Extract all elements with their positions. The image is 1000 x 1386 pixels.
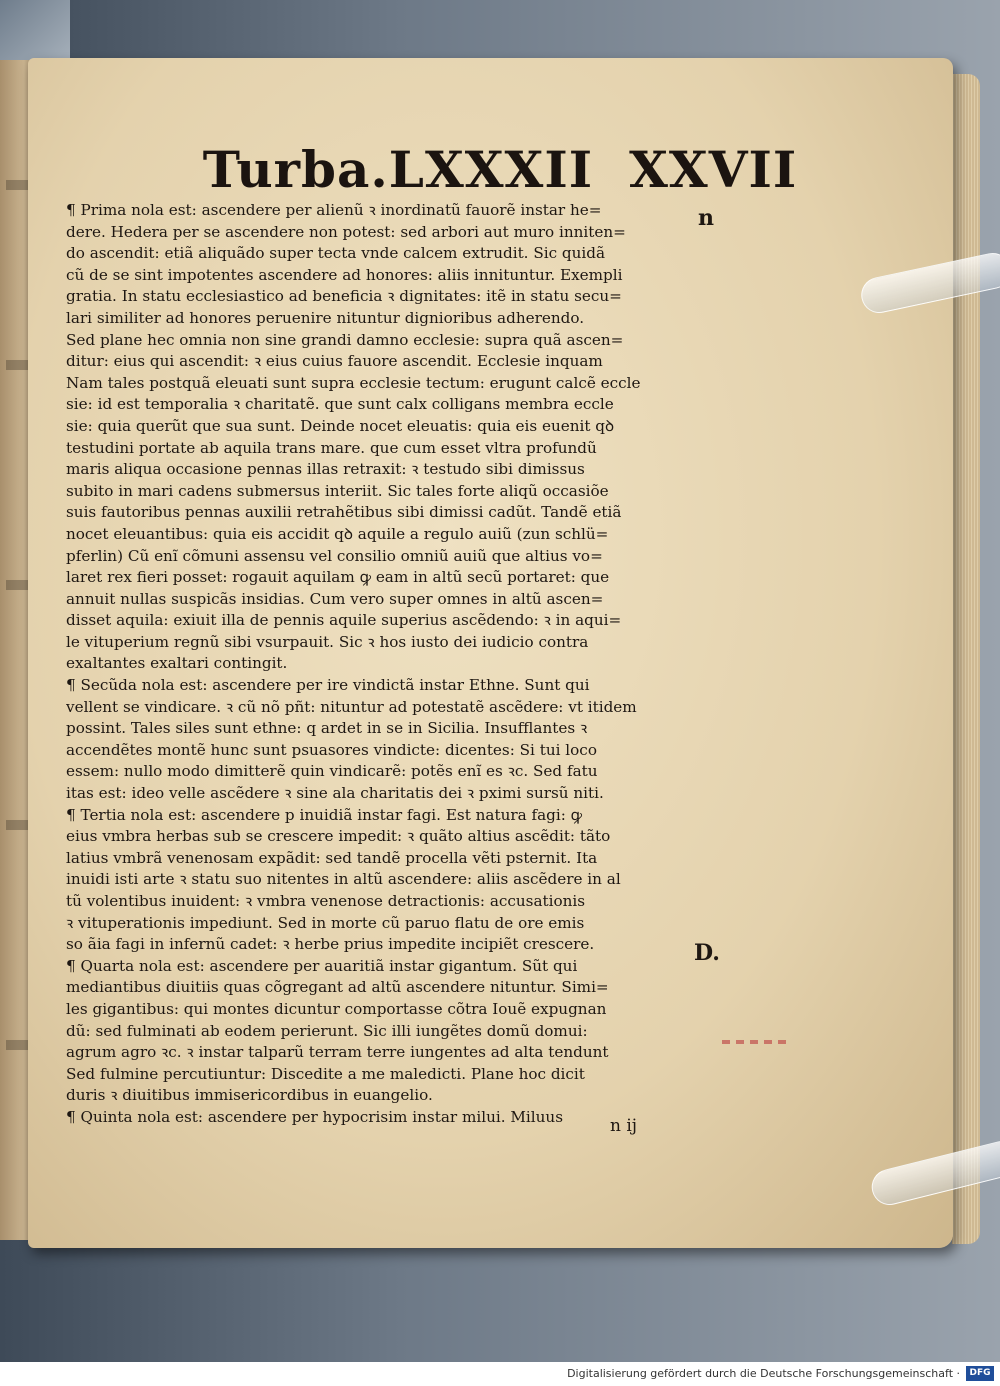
running-head-title: Turba.LXXXII [202,140,594,199]
text-line: testudini portate ab aquila trans mare. que cum esset vltra profundũ [66,438,597,457]
text-line: gratia. In statu ecclesiastico ad beneficia ꝛ dignitates: itẽ in statu secu= [66,287,622,306]
running-head-folio: XXVII [629,140,798,199]
text-line: Nam tales postquã eleuati sunt supra ecclesie tectum: erugunt calcẽ eccle [66,373,641,392]
text-line: cũ de se sint impotentes ascendere ad honores: aliis innituntur. Exempli [66,265,623,284]
text-line: dere. Hedera per se ascendere non potest: sed arbori aut muro inniten= [66,222,626,241]
text-line: ¶ Quarta nola est: ascendere per auaritiã instar gigantum. Sũt qui [66,956,578,975]
text-line: inuidi isti arte ꝛ statu suo nitentes in altũ ascendere: aliis ascẽdere in al [66,870,621,889]
funding-credit: Digitalisierung gefördert durch die Deutsche Forschungsgemeinschaft · [567,1367,960,1380]
text-line: ¶ Prima nola est: ascendere per alienũ ꝛ inordinatũ fauorẽ instar he= [66,201,602,219]
text-line: exaltantes exaltari contingit. [66,654,288,673]
text-line: Sed plane hec omnia non sine grandi damno ecclesie: supra quã ascen= [66,330,624,349]
red-annotation-mark [722,1040,792,1050]
text-line: maris aliqua occasione pennas illas retraxit: ꝛ testudo sibi dimissus [66,460,585,479]
text-line: suis fautoribus pennas auxilii retrahẽtibus sibi dimissi cadũt. Tandẽ etiã [66,503,622,522]
page-stack-edge [952,74,980,1244]
running-head [0,140,1000,199]
signature-mark: n ij [610,1116,638,1136]
text-line: eius vmbra herbas sub se crescere impedit: ꝛ quãto altius ascẽdit: tãto [66,827,611,846]
text-line: ditur: eius qui ascendit: ꝛ eius cuius fauore ascendit. Ecclesie inquam [66,352,603,371]
text-line: mediantibus diuitiis quas cõgregant ad altũ ascendere nituntur. Simi= [66,978,609,997]
text-line: accendẽtes montẽ hunc sunt psuasores vindicte: dicentes: Si tui loco [66,740,597,759]
margin-note-middle: D. [694,940,720,966]
text-line: annuit nullas suspicãs insidias. Cum vero super omnes in altũ ascen= [66,589,604,608]
footer-bar [0,1362,1000,1386]
text-line: les gigantibus: qui montes dicuntur comportasse cõtra Iouẽ expugnan [66,999,607,1018]
text-line: sie: quia querũt que sua sunt. Deinde nocet eleuatis: quia eis euenit qꝺ [66,416,615,435]
text-line: duris ꝛ diuitibus immisericordibus in euangelio. [66,1086,433,1105]
text-line: ¶ Quinta nola est: ascendere per hypocrisim instar milui. Miluus [66,1107,563,1126]
text-line: so ãia fagi in infernũ cadet: ꝛ herbe prius impedite incipiẽt crescere. [66,935,595,954]
text-line: tũ volentibus inuident: ꝛ vmbra venenose detractionis: accusationis [66,892,586,910]
text-line: lari similiter ad honores peruenire nituntur dignioribus adherendo. [66,308,585,327]
margin-note-top: n [698,205,714,231]
dfg-logo: DFG [966,1366,994,1381]
text-line: nocet eleuantibus: quia eis accidit qꝺ aquile a regulo auiũ (zun schlü= [66,524,609,543]
text-line: Sed fulmine percutiuntur: Discedite a me maledicti. Plane hoc dicit [66,1064,585,1083]
text-line: le vituperium regnũ sibi vsurpauit. Sic ꝛ hos iusto dei iudicio contra [66,632,589,651]
text-line: essem: nullo modo dimitterẽ quin vindicarẽ: potẽs enĩ es ꝛc. Sed fatu [66,762,598,781]
text-line: dũ: sed fulminati ab eodem perierunt. Sic illi iungẽtes domũ domui: [66,1021,588,1040]
text-line: sie: id est temporalia ꝛ charitatẽ. que sunt calx colligans membra eccle [66,395,614,414]
text-line: ¶ Tertia nola est: ascendere p inuidiã instar fagi. Est natura fagi: ꝙ [66,805,583,824]
text-line: pferlin) Cũ enĩ cõmuni assensu vel consilio omniũ auiũ que altius vo= [66,546,603,565]
text-line: latius vmbrã venenosam expãdit: sed tandẽ procella vẽti psternit. Ita [66,848,598,867]
text-line: do ascendit: etiã aliquãdo super tecta vnde calcem extrudit. Sic quidã [66,244,606,263]
text-line: subito in mari cadens submersus interiit. Sic tales forte aliqũ occasiõe [66,481,609,500]
text-line: possint. Tales siles sunt ethne: q ardet in se in Sicilia. Insufflantes ꝛ [66,719,588,738]
text-line: itas est: ideo velle ascẽdere ꝛ sine ala charitatis dei ꝛ pximi sursũ niti. [66,784,604,803]
text-line: ¶ Secũda nola est: ascendere per ire vindictã instar Ethne. Sunt qui [66,676,590,695]
text-line: agrum agro ꝛc. ꝛ instar talparũ terram terre iungentes ad alta tendunt [66,1043,609,1062]
text-line: disset aquila: exiuit illa de pennis aquile superius ascẽdendo: ꝛ in aqui= [66,611,622,630]
text-line: ꝛ vituperationis impediunt. Sed in morte cũ paruo flatu de ore emis [66,913,585,932]
body-text [66,200,692,1129]
text-line: vellent se vindicare. ꝛ cũ nõ pñt: nituntur ad potestatẽ ascẽdere: vt itidem [66,697,637,716]
text-line: laret rex fieri posset: rogauit aquilam ꝙ eam in altũ secũ portaret: que [66,568,610,587]
